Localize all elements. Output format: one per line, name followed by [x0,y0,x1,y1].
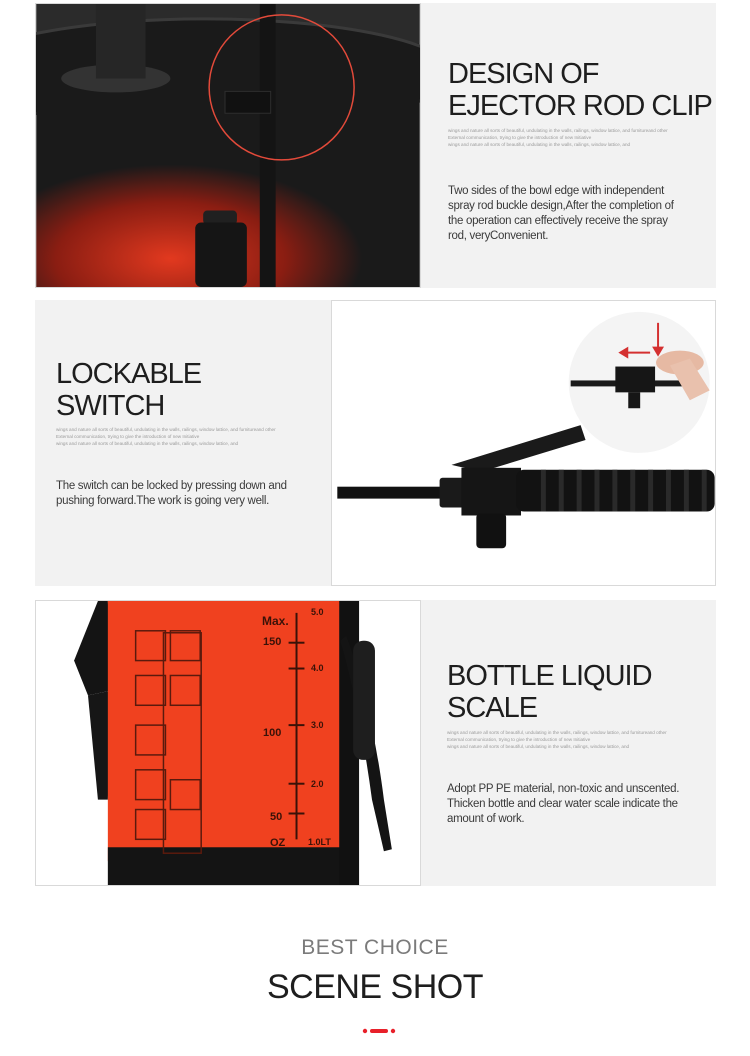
section-3-description: Adopt PP PE material, non-toxic and unscented. Thicken bottle and clear water scale indicate the amount of work. [447,783,680,825]
fine-print-line: External communication, trying to give the introduction of new Initiative [447,737,591,742]
title-line: BOTTLE LIQUID [447,660,652,692]
fine-print-line: wings and nature all sorts of beautiful, undulating in the walls, railings, window lattice, and [448,142,631,147]
title-line: SCALE [447,692,538,724]
lockable-switch-photo [331,300,716,586]
scale-lt-2: 2.0 [311,779,324,789]
section-1-fine-print [448,127,668,148]
scale-oz-100: 100 [263,727,282,739]
scale-lt-4: 4.0 [311,663,324,673]
fine-print-line: External communication, trying to give the introduction of new Initiative [56,434,200,439]
bottle-scale-photo [35,600,421,886]
fine-print-line: wings and nature all sorts of beautiful, undulating in the walls, railings, window lattice, and [447,744,630,749]
fine-print-line: wings and nature all sorts of beautiful, undulating in the walls, railings, window lattice, and furnitureand other [448,128,668,133]
scale-oz-50: 50 [270,811,283,823]
scale-lt-5: 5.0 [311,607,324,617]
scale-lt-3: 3.0 [311,720,324,730]
section-3-title [447,660,652,724]
title-line: SWITCH [56,390,165,422]
scale-oz-unit: OZ [270,837,286,849]
section-3-fine-print [447,729,667,750]
title-line: DESIGN OF [448,58,599,90]
section-1-description: Two sides of the bowl edge with independent spray rod buckle design,After the completion of the operation can effectively receive the spray rod, veryConvenient. [448,185,674,242]
best-choice-subtitle: BEST CHOICE [301,936,449,959]
section-2-description: The switch can be locked by pressing down and pushing forward.The work is going very well. [56,480,287,507]
fine-print-line: wings and nature all sorts of beautiful, undulating in the walls, railings, window lattice, and furnitureand other [56,427,276,432]
section-1-title [448,58,712,122]
scene-shot-heading: SCENE SHOT [266,968,484,1006]
divider-dots-icon [362,1028,396,1034]
fine-print-line: wings and nature all sorts of beautiful, undulating in the walls, railings, window lattice, and furnitureand other [447,730,667,735]
ejector-rod-clip-photo [35,3,421,288]
section-2-title [56,358,201,422]
section-2-fine-print [56,426,276,447]
scale-max-label: Max. [262,614,289,628]
scale-oz-150: 150 [263,636,282,648]
title-line: EJECTOR ROD CLIP [448,90,712,122]
fine-print-line: External communication, trying to give the introduction of new Initiative [448,135,592,140]
title-line: LOCKABLE [56,358,202,390]
scale-lt-1: 1.0LT [308,837,331,847]
fine-print-line: wings and nature all sorts of beautiful, undulating in the walls, railings, window lattice, and [56,441,239,446]
